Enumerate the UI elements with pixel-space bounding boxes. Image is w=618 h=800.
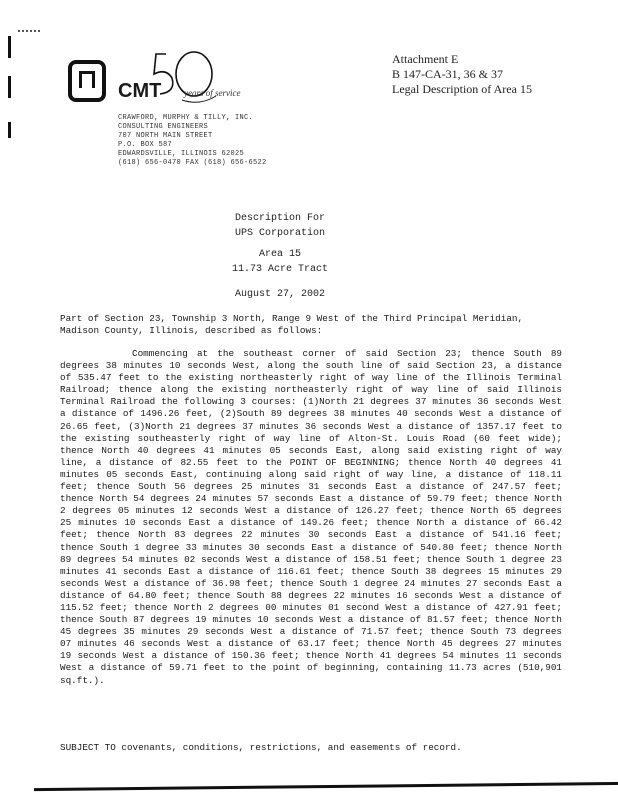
intro-paragraph: Part of Section 23, Township 3 North, Range 9 West of the Third Principal Meridian, Madison County, Illinois, described as follows: — [60, 313, 524, 336]
punch-hole-mark — [8, 76, 11, 98]
punch-hole-mark — [8, 122, 11, 138]
title-description-for: Description For — [234, 213, 325, 224]
firm-subtitle: CONSULTING ENGINEERS — [118, 123, 209, 131]
firm-street: 707 NORTH MAIN STREET — [118, 132, 213, 140]
firm-phone: (618) 656-0470 FAX (618) 656-6522 — [118, 159, 267, 167]
firm-address-block — [118, 114, 267, 168]
fifty-years-emblem-icon — [152, 48, 222, 108]
logo-box-icon — [68, 60, 106, 102]
scan-corner-mark — [18, 30, 40, 32]
document-title-block — [180, 212, 380, 303]
firm-name: CRAWFORD, MURPHY & TILLY, INC. — [118, 114, 254, 122]
firm-pobox: P.O. BOX 587 — [118, 141, 173, 149]
attachment-reference: B 147-CA-31, 36 & 37 — [392, 67, 503, 81]
firm-city: EDWARDSVILLE, ILLINOIS 62025 — [118, 150, 245, 158]
document-date: August 27, 2002 — [234, 289, 325, 300]
subject-to-clause: SUBJECT TO covenants, conditions, restrictions, and easements of record. — [60, 742, 462, 753]
bottom-scan-edge — [34, 782, 618, 791]
logo-wordmark: CMT — [118, 80, 162, 102]
punch-hole-mark — [8, 36, 11, 58]
logo-tagline: years of service — [184, 88, 241, 98]
title-area: Area 15 — [258, 249, 301, 260]
legal-description-paragraph: Commencing at the southeast corner of said Section 23; thence South 89 degrees 38 minutes 10 seconds West, along the south line of said Section 23, a distance of 535.47 feet to the existing northeasterly right of way line of the Illinois Terminal Railroad; thence along the existing northeasterly right of way line of said Illinois Terminal Railroad the following 3 courses: (1)North 21 degrees 37 minutes 36 seconds West a distance of 1496.26 feet, (2)South 89 degrees 38 minutes 40 seconds West a distance of 26.65 feet, (3)North 21 degrees 37 minutes 36 seconds West a distance of 1357.17 feet to the existing southeasterly right of way line of Alton-St. Louis Road (60 feet wide); thence North 40 degrees 41 minutes 05 seconds East, along said existing right of way line, a distance of 82.55 feet to the POINT OF BEGINNING; thence North 40 degrees 41 minutes 05 seconds East, continuing along said right of way line, a distance of 118.11 feet; thence South 56 degrees 25 minutes 31 seconds East a distance of 247.57 feet; thence North 54 degrees 24 minutes 57 seconds East a distance of 59.79 feet; thence North 2 degrees 05 minutes 12 seconds West a distance of 126.27 feet; thence North 65 degrees 25 minutes 10 seconds East a distance of 149.26 feet; thence North a distance of 66.42 feet; thence North 83 degrees 22 minutes 30 seconds East a distance of 541.16 feet; thence South 1 degree 33 minutes 30 seconds East a distance of 540.80 feet; thence North 89 degrees 54 minutes 02 seconds West a distance of 158.51 feet; thence South 1 degree 23 minutes 41 seconds East a distance of 116.61 feet; thence South 38 degrees 15 minutes 29 seconds West a distance of 36.98 feet; thence South 1 degree 24 minutes 27 seconds East a distance of 64.80 feet; thence South 88 degrees 22 minutes 16 seconds West a distance of 115.52 feet; thence North 2 degrees 00 minutes 01 second West a distance of 427.91 feet; thence South 87 degrees 19 minutes 10 seconds West a distance of 81.57 feet; thence North 45 degrees 35 minutes 29 seconds West a distance of 71.57 feet; thence South 73 degrees 07 minutes 46 seconds West a distance of 63.17 feet; thence North 45 degrees 27 minutes 19 seconds West a distance of 150.36 feet; thence North 41 degrees 54 minutes 11 seconds West a distance of 59.71 feet to the point of beginning, containing 11.73 acres (510,901 sq.ft.). — [60, 348, 562, 686]
attachment-header — [392, 52, 532, 97]
attachment-label: Attachment E — [392, 52, 459, 66]
title-client: UPS Corporation — [234, 228, 325, 239]
attachment-description: Legal Description of Area 15 — [392, 82, 532, 96]
title-acreage: 11.73 Acre Tract — [231, 264, 328, 275]
